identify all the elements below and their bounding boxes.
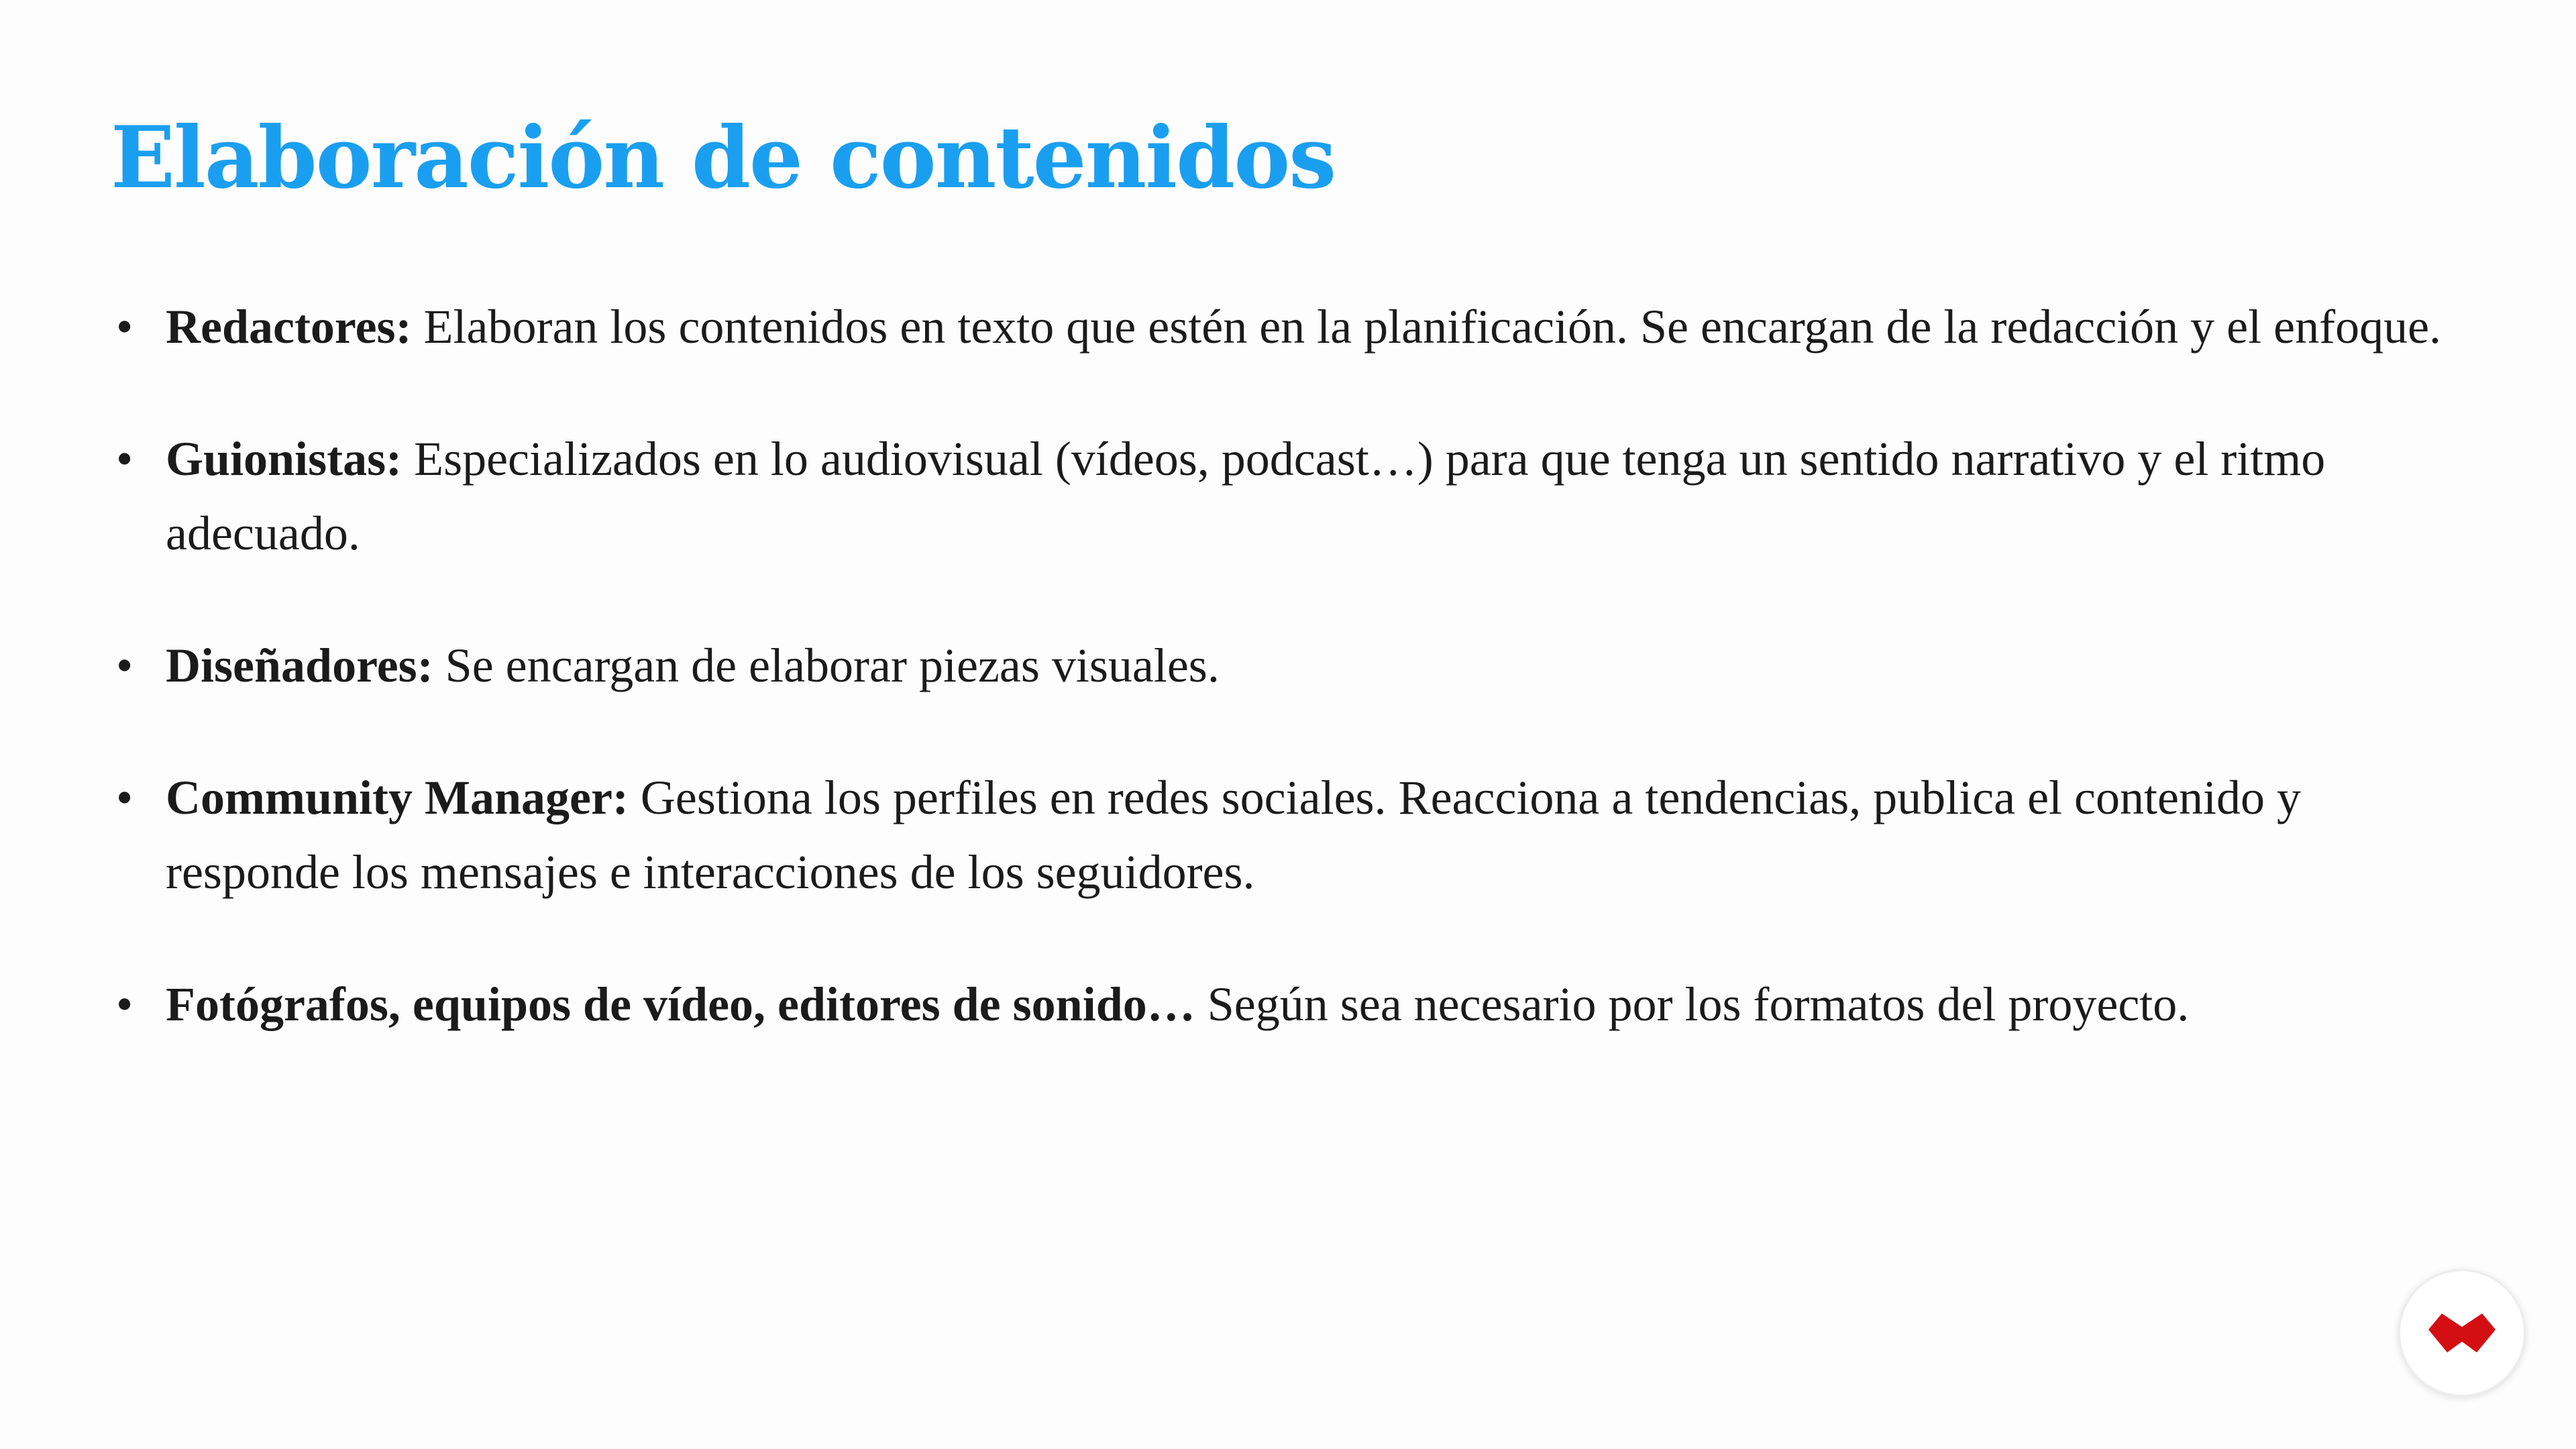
bullet-list: [111, 290, 2479, 1099]
bullet-dot: •: [116, 639, 133, 692]
bullet-text: Gestiona los perfiles en redes sociales. Reacciona a tendencias, publica el contenido y responde los mensajes e interacciones de los seguidores.: [166, 771, 2301, 899]
bullet-item-guionistas: [111, 422, 2479, 571]
bullet-text: Según sea necesario por los formatos del proyecto.: [1207, 977, 2190, 1031]
bullet-dot: •: [116, 977, 133, 1031]
bullet-label: Redactores:: [166, 300, 424, 354]
bullet-label: Diseñadores:: [166, 639, 445, 692]
bullet-dot: •: [116, 300, 133, 354]
bullet-text: Especializados en lo audiovisual (vídeos, podcast…) para que tenga un sentido narrativo y el ritmo adecuado.: [166, 432, 2326, 560]
bullet-dot: •: [116, 432, 133, 486]
bullet-label: Fotógrafos, equipos de vídeo, editores de sonido…: [166, 977, 1208, 1031]
brand-logo-icon: [2427, 1309, 2497, 1356]
bullet-text: Elaboran los contenidos en texto que estén en la planificación. Se encargan de la redacción y el enfoque.: [423, 300, 2442, 354]
slide-title: Elaboración de contenidos: [111, 108, 1336, 207]
logo-badge[interactable]: [2398, 1269, 2526, 1397]
bullet-text: Se encargan de elaborar piezas visuales.: [445, 639, 1220, 692]
bullet-item-disenadores: [111, 629, 2479, 703]
bullet-item-community-manager: [111, 761, 2479, 910]
bullet-item-redactores: [111, 290, 2479, 364]
bullet-label: Community Manager:: [166, 771, 641, 824]
bullet-item-fotografos: [111, 967, 2479, 1042]
bullet-dot: •: [116, 771, 133, 824]
bullet-label: Guionistas:: [166, 432, 415, 486]
